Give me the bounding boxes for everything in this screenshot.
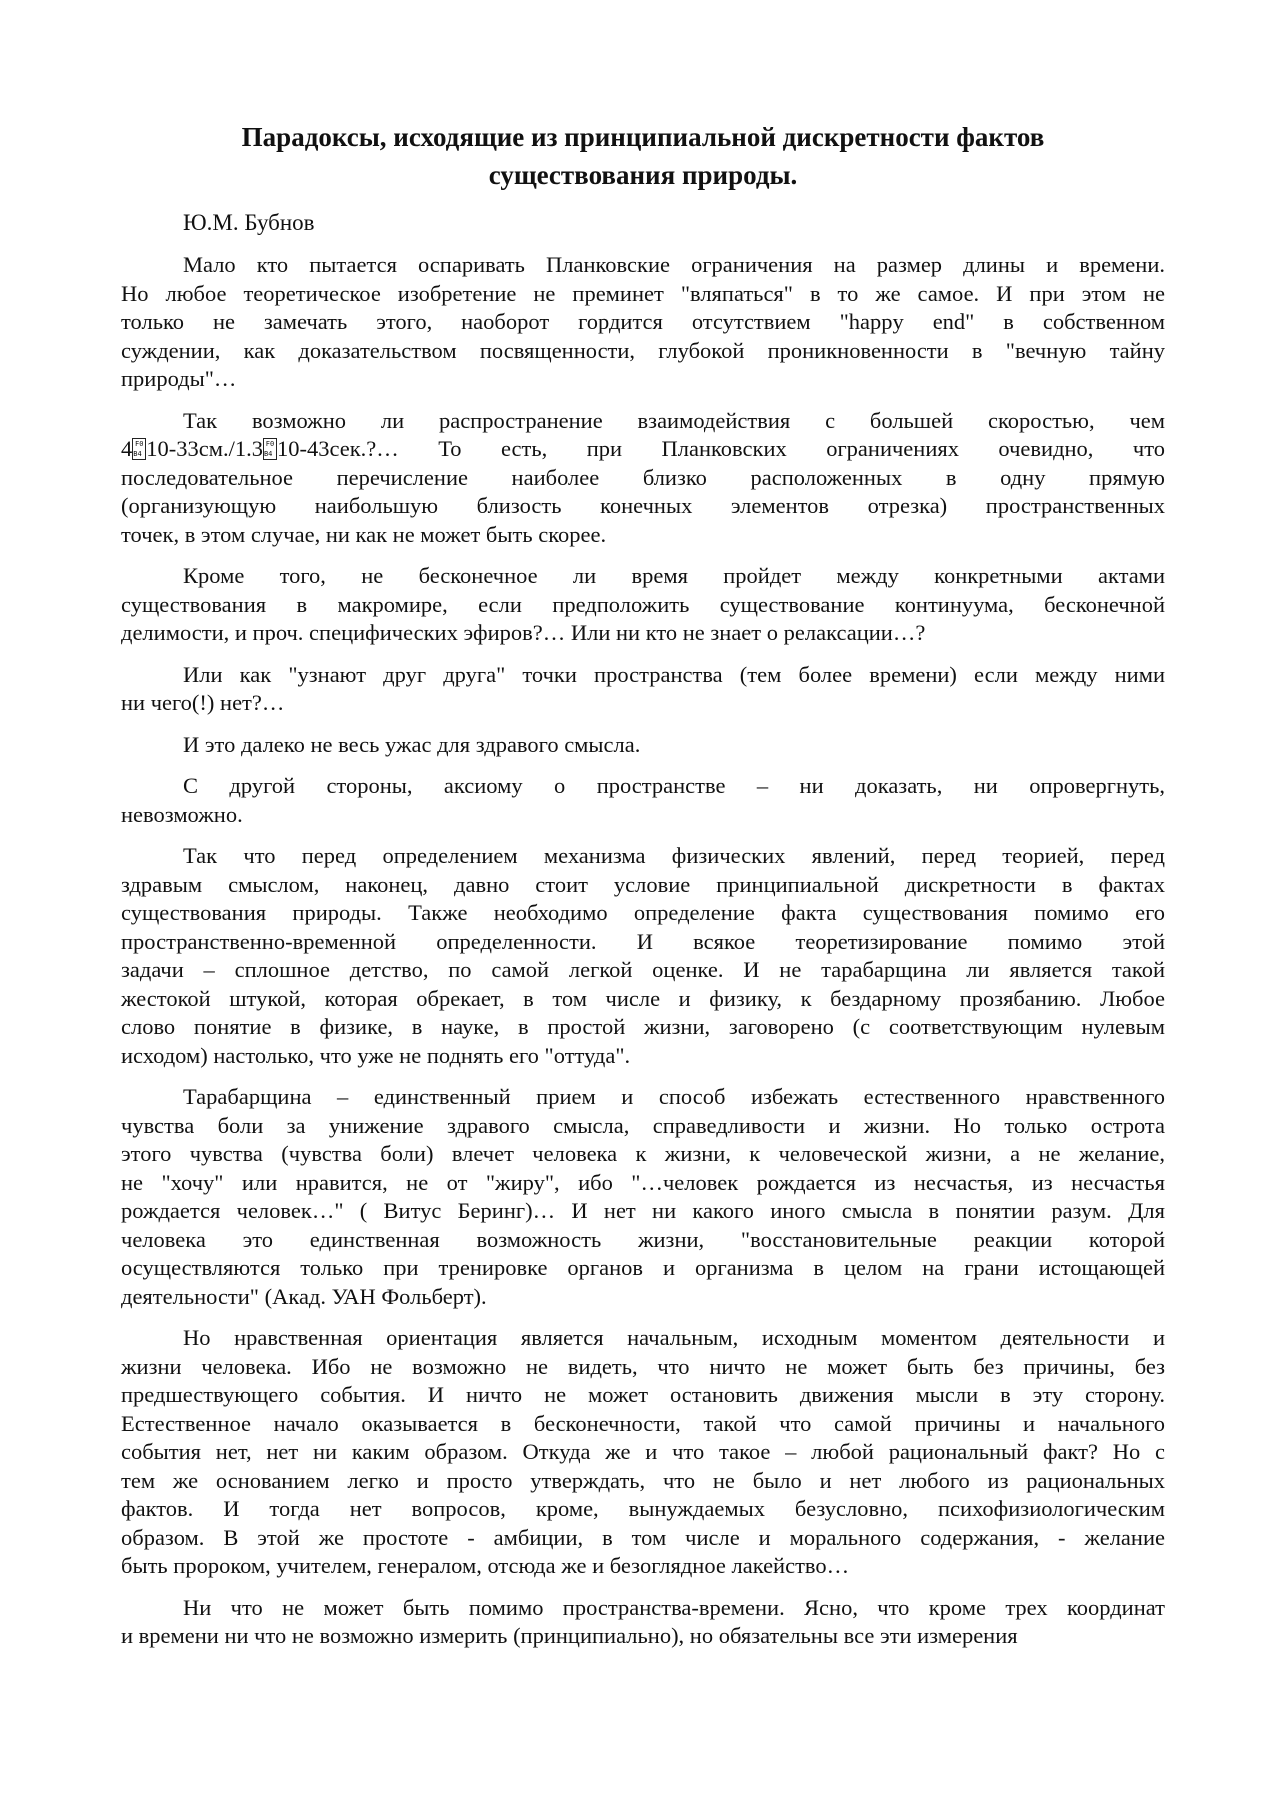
text-line: И это далеко не весь ужас для здравого смысла. — [183, 731, 641, 757]
text-line: Но любое теоретическое изобретение не преминет "вляпаться" в то же самое. И при этом не — [121, 280, 1165, 306]
text-line: точек, в этом случае, ни как не может быть скорее. — [121, 521, 607, 547]
text-line: Так что перед определением механизма физических явлений, перед теорией, перед — [183, 843, 1165, 868]
missing-glyph-icon: F0B4 — [132, 438, 146, 460]
paragraph — [121, 842, 1165, 1070]
text-line: Но нравственная ориентация является начальным, исходным моментом деятельности и — [183, 1325, 1165, 1350]
text-line: последовательное перечисление наиболее близко расположенных в одну прямую — [121, 464, 1165, 490]
text-line: события нет, нет ни каким образом. Откуда же и что такое – любой рациональный факт? Но с — [121, 1439, 1165, 1464]
text-line: рождается человек…" ( Витус Беринг)… И нет ни какого иного смысла в понятии разум. Для — [121, 1198, 1165, 1223]
text-line: ни чего(!) нет?… — [121, 690, 285, 715]
text-line: жестокой штукой, которая обрекает, в том числе и физику, к бездарному прозябанию. Любое — [121, 985, 1165, 1011]
text-line: Так возможно ли распространение взаимодействия с большей скоростью, чем — [183, 407, 1165, 433]
paragraph — [121, 562, 1165, 648]
text-line: (организующую наибольшую близость конечных элементов отрезка) пространственных — [121, 493, 1165, 518]
title-line: существования природы. — [488, 160, 798, 190]
text-line: существования в макромире, если предположить существование континуума, бесконечной — [121, 591, 1165, 617]
missing-glyph-icon: F0B4 — [263, 438, 277, 460]
text-line: осуществляются только при тренировке органов и организма в целом на грани истощающей — [121, 1255, 1165, 1280]
text-line: Ни что не может быть помимо пространства-времени. Ясно, что кроме трех координат — [183, 1594, 1165, 1620]
paragraph — [121, 1083, 1165, 1311]
text-line: невозможно. — [121, 801, 243, 827]
formula-text: 4 — [121, 436, 133, 461]
text-line: только не замечать этого, наоборот гордится отсутствием "happy end" в собственном — [121, 309, 1165, 334]
text-line: тем же основанием легко и просто утверждать, что не было и нет любого из рациональных — [121, 1467, 1165, 1493]
paragraph — [121, 407, 1165, 550]
text-line: Естественное начало оказывается в бесконечности, такой что самой причины и начального — [121, 1410, 1165, 1436]
formula-text: 10-43сек.?… То есть, при Планковских ограничениях очевидно, что — [276, 436, 1165, 461]
text-line: образом. В этой же простоте - амбиции, в том числе и морального содержания, - желание — [121, 1524, 1165, 1550]
text-line: С другой стороны, аксиому о пространстве – ни доказать, ни опровергнуть, — [183, 773, 1165, 798]
text-line: природы"… — [121, 366, 237, 391]
text-line: Или как "узнают друг друга" точки пространства (тем более времени) если между ними — [183, 661, 1165, 687]
text-line: предшествующего события. И ничто не может остановить движения мысли в эту сторону. — [121, 1382, 1165, 1407]
text-line: существования природы. Также необходимо определение факта существования помимо его — [121, 900, 1165, 925]
paragraph — [121, 251, 1165, 394]
paragraph — [121, 731, 1165, 760]
document-title — [121, 118, 1165, 194]
text-line: фактов. И тогда нет вопросов, кроме, вынуждаемых безусловно, психофизиологическим — [121, 1496, 1165, 1521]
paragraph — [121, 772, 1165, 829]
title-line: Парадоксы, исходящие из принципиальной дискретности фактов — [241, 122, 1045, 152]
paragraph — [121, 1324, 1165, 1581]
text-line: чувства боли за унижение здравого смысла, справедливости и жизни. Но только острота — [121, 1112, 1165, 1138]
formula-text: 10-33см./1.3 — [146, 436, 263, 461]
text-line: задачи – сплошное детство, по самой легкой оценке. И не тарабарщина ли является такой — [121, 957, 1165, 982]
text-line: человека это единственная возможность жизни, "восстановительные реакции которой — [121, 1226, 1165, 1252]
text-line: не "хочу" или нравится, не от "жиру", ибо "…человек рождается из несчастья, из несчастья — [121, 1169, 1165, 1195]
text-line: суждении, как доказательством посвященности, глубокой проникновенности в "вечную тайну — [121, 337, 1165, 363]
author: Ю.М. Бубнов — [183, 210, 315, 235]
text-line: исходом) настолько, что уже не поднять его "оттуда". — [121, 1042, 631, 1068]
text-line: Кроме того, не бесконечное ли время пройдет между конкретными актами — [183, 563, 1165, 588]
text-line: пространственно-временной определенности. И всякое теоретизирование помимо этой — [121, 928, 1165, 954]
document-body — [121, 251, 1165, 1651]
text-line: слово понятие в физике, в науке, в простой жизни, заговорено (с соответствующим нулевым — [121, 1014, 1165, 1039]
text-line: Мало кто пытается оспаривать Планковские ограничения на размер длины и времени. — [183, 252, 1165, 277]
text-line: Тарабарщина – единственный прием и способ избежать естественного нравственного — [183, 1084, 1165, 1109]
text-line: здравым смыслом, наконец, давно стоит условие принципиальной дискретности в фактах — [121, 871, 1165, 897]
paragraph — [121, 661, 1165, 718]
text-line: быть пророком, учителем, генералом, отсюда же и безоглядное лакейство… — [121, 1553, 850, 1578]
paragraph — [121, 1594, 1165, 1651]
text-line: жизни человека. Ибо не возможно не видеть, что ничто не может быть без причины, без — [121, 1353, 1165, 1379]
text-line: делимости, и проч. специфических эфиров?… Или ни кто не знает о релаксации…? — [121, 620, 926, 645]
text-line: и времени ни что не возможно измерить (принципиально), но обязательны все эти измерения — [121, 1623, 1018, 1648]
text-line: этого чувства (чувства боли) влечет человека к жизни, к человеческой жизни, а не желание, — [121, 1141, 1165, 1166]
text-line: деятельности" (Акад. УАН Фольберт). — [121, 1283, 487, 1309]
document-page — [121, 118, 1165, 1651]
text-line-with-formula — [121, 435, 1165, 464]
